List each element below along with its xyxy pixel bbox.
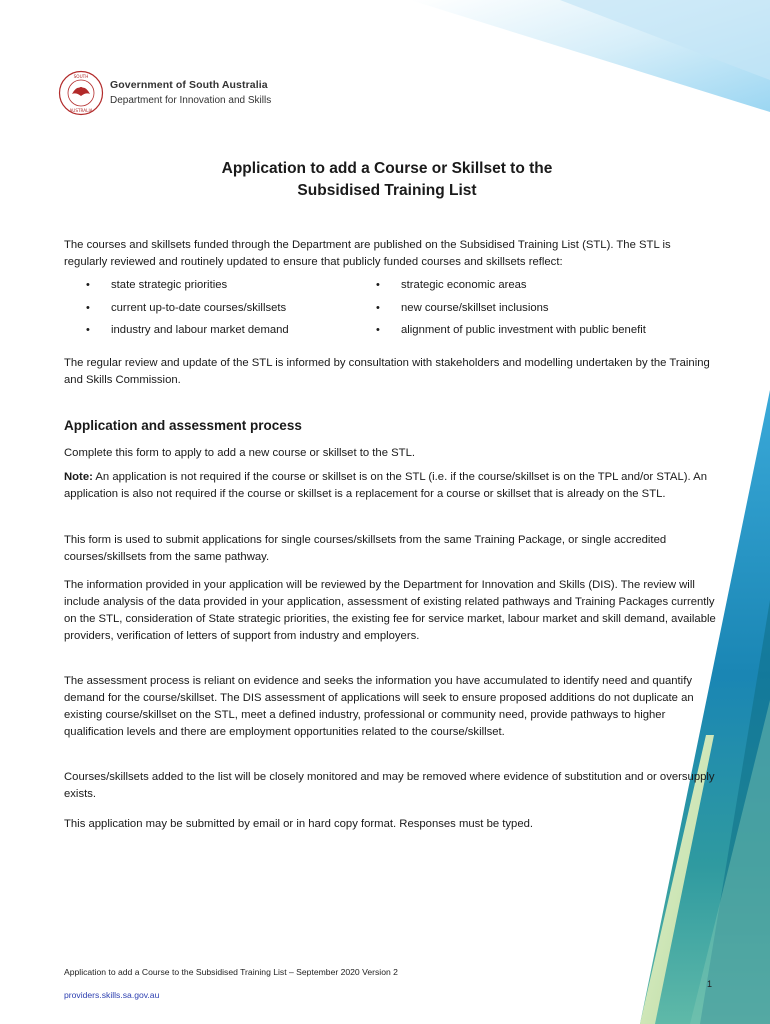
list-item: • current up-to-date courses/skillsets xyxy=(86,300,289,323)
note-text: An application is not required if the course or skillset is on the STL (i.e. if the course/skillset is on the TPL and/or STAL). An application is also not required if the course or skillset is a replacement for a course or skillset that is already on the STL. xyxy=(64,471,707,500)
note-label: Note: xyxy=(64,471,93,483)
document-title xyxy=(100,158,674,202)
government-logo xyxy=(58,70,271,116)
monitoring-paragraph: Courses/skillsets added to the list will be closely monitored and may be removed where evidence of substitution and or oversupply exists. xyxy=(64,771,715,800)
intro-paragraph: The courses and skillsets funded through the Department are published on the Subsidised Training List (STL). The STL is regularly reviewed and routinely updated to ensure that publicly funded courses and skillsets reflect: xyxy=(64,239,671,268)
list-item: • new course/skillset inclusions xyxy=(376,300,646,323)
footer-document-title: Application to add a Course to the Subsidised Training List – September 2020 Version 2 xyxy=(64,967,398,977)
bullet-icon: • xyxy=(86,324,90,336)
bullet-column-left xyxy=(86,277,289,345)
svg-text:SOUTH: SOUTH xyxy=(73,74,89,79)
bullet-icon: • xyxy=(376,279,380,291)
bullet-icon: • xyxy=(86,301,90,314)
title-line-1: Application to add a Course or Skillset to the xyxy=(221,160,553,177)
instruction-paragraph: Complete this form to apply to add a new course or skillset to the STL. xyxy=(64,447,415,459)
page-number: 1 xyxy=(707,979,713,989)
title-line-2: Subsidised Training List xyxy=(297,182,477,199)
org-name: Government of South Australia xyxy=(110,79,268,91)
section-heading: Application and assessment process xyxy=(64,418,302,433)
footer-website-link[interactable]: providers.skills.sa.gov.au xyxy=(64,990,160,1000)
bullet-icon: • xyxy=(376,324,380,336)
dept-name: Department for Innovation and Skills xyxy=(110,95,272,106)
assessment-paragraph: The assessment process is reliant on evidence and seeks the information you have accumulated to identify need and quantify demand for the course/skillset. The DIS assessment of applications will seek to ensure proposed additions do not duplicate an existing course/skillset on the STL, meet a defined industry, professional or community need, provide pathways to higher qualification levels and there are employment opportunities related to the course/skillset. xyxy=(64,675,694,738)
bullet-column-right xyxy=(376,277,646,345)
bullet-icon: • xyxy=(376,301,380,314)
list-item: • state strategic priorities xyxy=(86,277,289,300)
list-item: • alignment of public investment with public benefit xyxy=(376,322,646,345)
svg-text:AUSTRALIA: AUSTRALIA xyxy=(69,108,93,113)
form-usage-paragraph: This form is used to submit applications for single courses/skillsets from the same Training Package, or single accredited courses/skillsets from the same pathway. xyxy=(64,534,667,563)
note-paragraph xyxy=(64,469,716,503)
review-paragraph: The regular review and update of the STL is informed by consultation with stakeholders and modelling undertaken by the Training and Skills Commission. xyxy=(64,357,710,386)
submission-paragraph: This application may be submitted by email or in hard copy format. Responses must be typed. xyxy=(64,818,534,830)
list-item: • strategic economic areas xyxy=(376,277,646,300)
bullet-icon: • xyxy=(86,279,90,291)
list-item: • industry and labour market demand xyxy=(86,322,289,345)
review-process-paragraph: The information provided in your application will be reviewed by the Department for Innovation and Skills (DIS). The review will include analysis of the data provided in your application, assessment of existing related pathways and Training Packages currently on the STL, consideration of State strategic priorities, the existing fee for service market, labour market and skill demand, available providers, verification of letters of support from industry and employers. xyxy=(64,579,716,642)
piping-shrike-crest-icon xyxy=(58,70,104,116)
